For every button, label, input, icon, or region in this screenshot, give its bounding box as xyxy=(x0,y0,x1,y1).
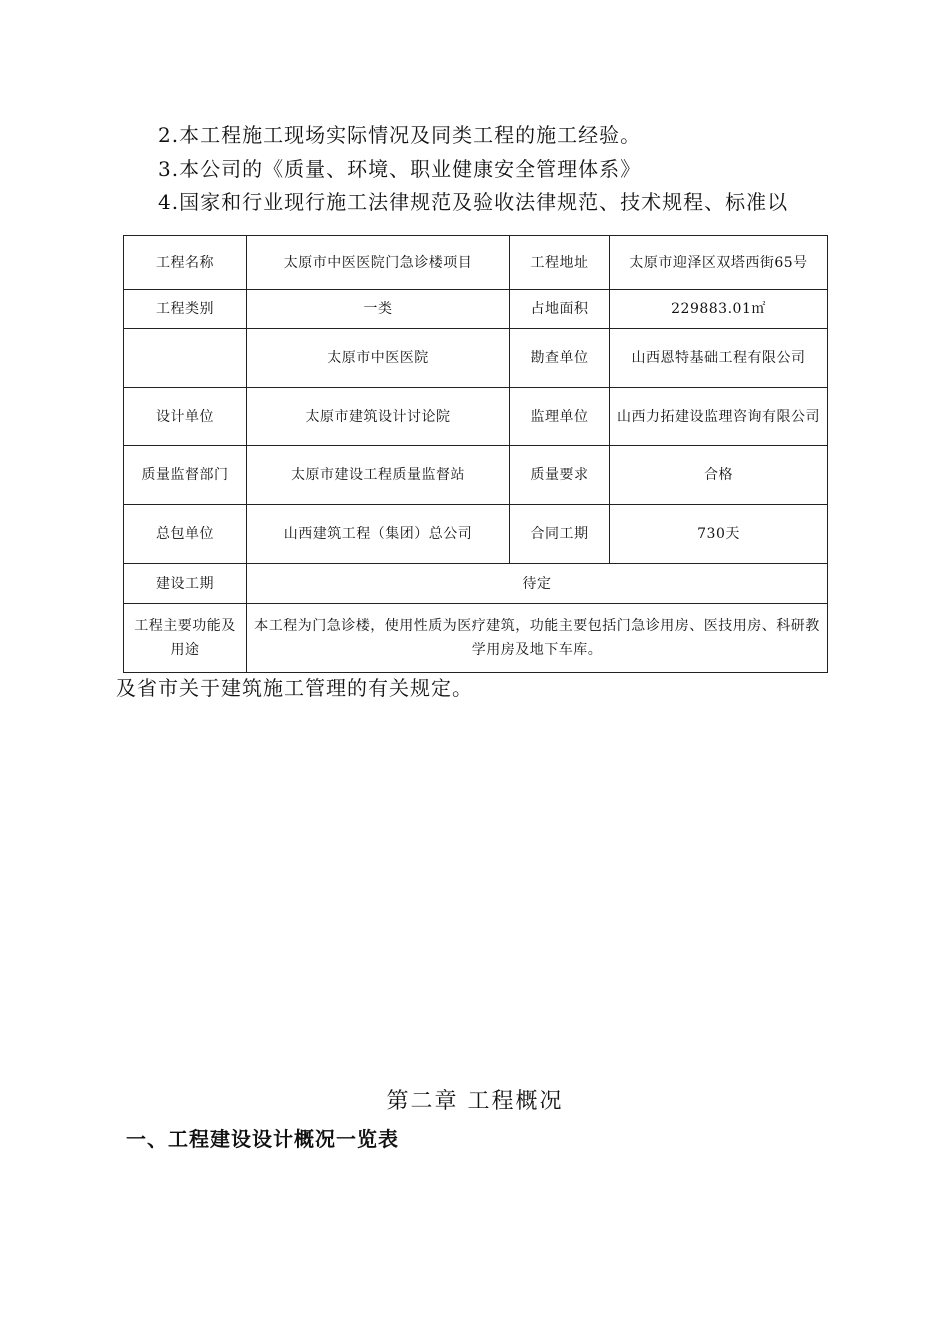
quality-req-label: 质量要求 xyxy=(510,446,610,505)
quality-dept-value: 太原市建设工程质量监督站 xyxy=(247,446,510,505)
table-row xyxy=(124,290,828,329)
section-title: 一、工程建设设计概况一览表 xyxy=(126,1127,399,1151)
table-row xyxy=(124,329,828,388)
design-value: 太原市建筑设计讨论院 xyxy=(247,388,510,446)
contractor-label: 总包单位 xyxy=(124,505,247,564)
quality-req-value: 合格 xyxy=(610,446,828,505)
chapter-title: 第二章 工程概况 xyxy=(386,1089,564,1114)
build-period-value: 待定 xyxy=(247,564,828,604)
project-name-value: 太原市中医医院门急诊楼项目 xyxy=(247,236,510,290)
project-name-label: 工程名称 xyxy=(124,236,247,290)
survey-label: 勘查单位 xyxy=(510,329,610,388)
table-row xyxy=(124,564,828,604)
owner-value: 太原市中医医院 xyxy=(247,329,510,388)
table-row xyxy=(124,236,828,290)
contractor-value: 山西建筑工程（集团）总公司 xyxy=(247,505,510,564)
table-row xyxy=(124,388,828,446)
build-period-label: 建设工期 xyxy=(124,564,247,604)
area-label: 占地面积 xyxy=(510,290,610,329)
area-value: 229883.01㎡ xyxy=(610,290,828,329)
intro-line-2: 2.本工程施工现场实际情况及同类工程的施工经验。 xyxy=(158,123,642,147)
address-value: 太原市迎泽区双塔西街65号 xyxy=(610,236,828,290)
contract-period-value: 730天 xyxy=(610,505,828,564)
supervision-label: 监理单位 xyxy=(510,388,610,446)
category-value: 一类 xyxy=(247,290,510,329)
purpose-label: 工程主要功能及用途 xyxy=(124,604,247,673)
project-info-table xyxy=(123,235,828,673)
table-row xyxy=(124,505,828,564)
intro-line-4: 4.国家和行业现行施工法律规范及验收法律规范、技术规程、标准以 xyxy=(158,190,789,214)
survey-value: 山西恩特基础工程有限公司 xyxy=(610,329,828,388)
purpose-value: 本工程为门急诊楼，使用性质为医疗建筑，功能主要包括门急诊用房、医技用房、科研教学用房及地下车库。 xyxy=(247,604,828,673)
design-label: 设计单位 xyxy=(124,388,247,446)
continuation-line: 及省市关于建筑施工管理的有关规定。 xyxy=(116,676,473,700)
table-row xyxy=(124,446,828,505)
table-row xyxy=(124,604,828,673)
quality-dept-label: 质量监督部门 xyxy=(124,446,247,505)
owner-label xyxy=(124,329,247,388)
supervision-value: 山西力拓建设监理咨询有限公司 xyxy=(610,388,828,446)
address-label: 工程地址 xyxy=(510,236,610,290)
intro-line-3: 3.本公司的《质量、环境、职业健康安全管理体系》 xyxy=(158,157,642,181)
contract-period-label: 合同工期 xyxy=(510,505,610,564)
category-label: 工程类别 xyxy=(124,290,247,329)
